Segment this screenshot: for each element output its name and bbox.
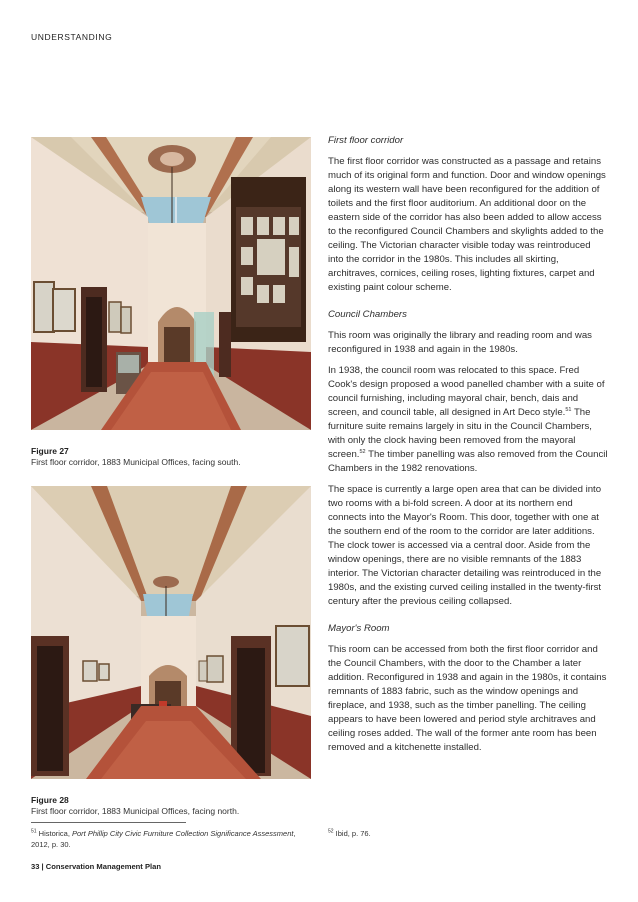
heading-council-chambers: Council Chambers <box>328 309 407 320</box>
chambers-2c: The timber panelling was also removed from the Council Chambers in the 1982 renovations. <box>328 449 608 474</box>
figure-27-text: First floor corridor, 1883 Municipal Offices, facing south. <box>31 457 241 467</box>
figure-27-caption <box>31 446 311 467</box>
page-footer: 33 | Conservation Management Plan <box>31 862 161 871</box>
heading-first-floor-corridor: First floor corridor <box>328 135 404 146</box>
figure-28-label: Figure 28 <box>31 795 69 805</box>
footnote-52 <box>328 828 598 839</box>
figure-27-photo <box>31 137 311 430</box>
figure-28-photo <box>31 486 311 779</box>
figure-28-text: First floor corridor, 1883 Municipal Offices, facing north. <box>31 806 240 816</box>
paragraph-chambers-3: The space is currently a large open area that can be divided into two rooms with a bi-fold screen. A door at its northern end connects into the Mayor's Room. This door, together with one at the southern end of the room to the corridor are later additions. The clock tower is accessed via a central door. Aside from the window openings, there are no visible remnants of the 1883 interior. The Victorian character detailing was reintroduced in the 1980s, and the existing curved ceiling installed in the twenty-first century after the previous ceiling collapsed. <box>328 484 602 607</box>
paragraph-chambers-2 <box>328 364 608 476</box>
footnote-52-text: Ibid, p. 76. <box>333 829 371 838</box>
footnote-51 <box>31 828 301 850</box>
paragraph-chambers-1: This room was originally the library and reading room and was reconfigured in 1938 and again in the 1980s. <box>328 330 592 355</box>
footnote-ref-52: 52 <box>359 448 366 455</box>
figure-27-label: Figure 27 <box>31 446 69 456</box>
paragraph-mayors-room: This room can be accessed from both the first floor corridor and the Council Chambers, with the door to the Chamber a later addition. Reconfigured in 1938 and again in the 1980s, it contains remnants of 1883 fabric, such as the window openings and fireplace, and 1938, such as the timber panelling. The ceiling appears to have been lowered and period style architraves and ceiling roses added. The wall of the former ante room has been removed and a kitchenette installed. <box>328 644 607 753</box>
footnote-51-num: 51 <box>31 828 37 835</box>
footnote-51-title: Port Phillip City Civic Furniture Collection Significance Assessment <box>72 829 294 838</box>
body-text-column <box>328 134 608 762</box>
footnote-51-suffix: , 2012, p. 30. <box>31 829 296 849</box>
section-header: UNDERSTANDING <box>31 32 113 42</box>
paragraph-corridor: The first floor corridor was constructed as a passage and retains much of its original form and function. Door and window openings along its western wall have been reconfigured for the addition of toilets and the first floor auditorium. An additional door on the eastern side of the corridor has also been added to allow access to the reconfigured Council Chambers and skylights added to the ceiling. The Victorian character visible today was reintroduced into the corridor in the 1980s. This includes all skirting, architraves, cornices, ceiling roses, lighting fixtures, carpet and existing paint colour scheme. <box>328 156 606 293</box>
corridor-north-image <box>31 486 311 779</box>
heading-mayors-room: Mayor's Room <box>328 623 390 634</box>
figure-28-caption <box>31 795 311 816</box>
footnote-52-num: 52 <box>328 828 334 835</box>
chambers-2b: The furniture suite remains largely in situ in the Council Chambers, with only the clock having been removed from the mayoral screen. <box>328 407 592 460</box>
footnote-51-prefix: Historica, <box>36 829 72 838</box>
footnote-rule <box>31 822 186 823</box>
chambers-2a: In 1938, the council room was relocated to this space. Fred Cook's design proposed a wood panelled chamber with a suite of council furnishing, including mayoral chair, bench, dais and screen, and council table, all designed in Art Deco style. <box>328 365 605 418</box>
corridor-south-image <box>31 137 311 430</box>
footnote-ref-51: 51 <box>565 406 572 413</box>
